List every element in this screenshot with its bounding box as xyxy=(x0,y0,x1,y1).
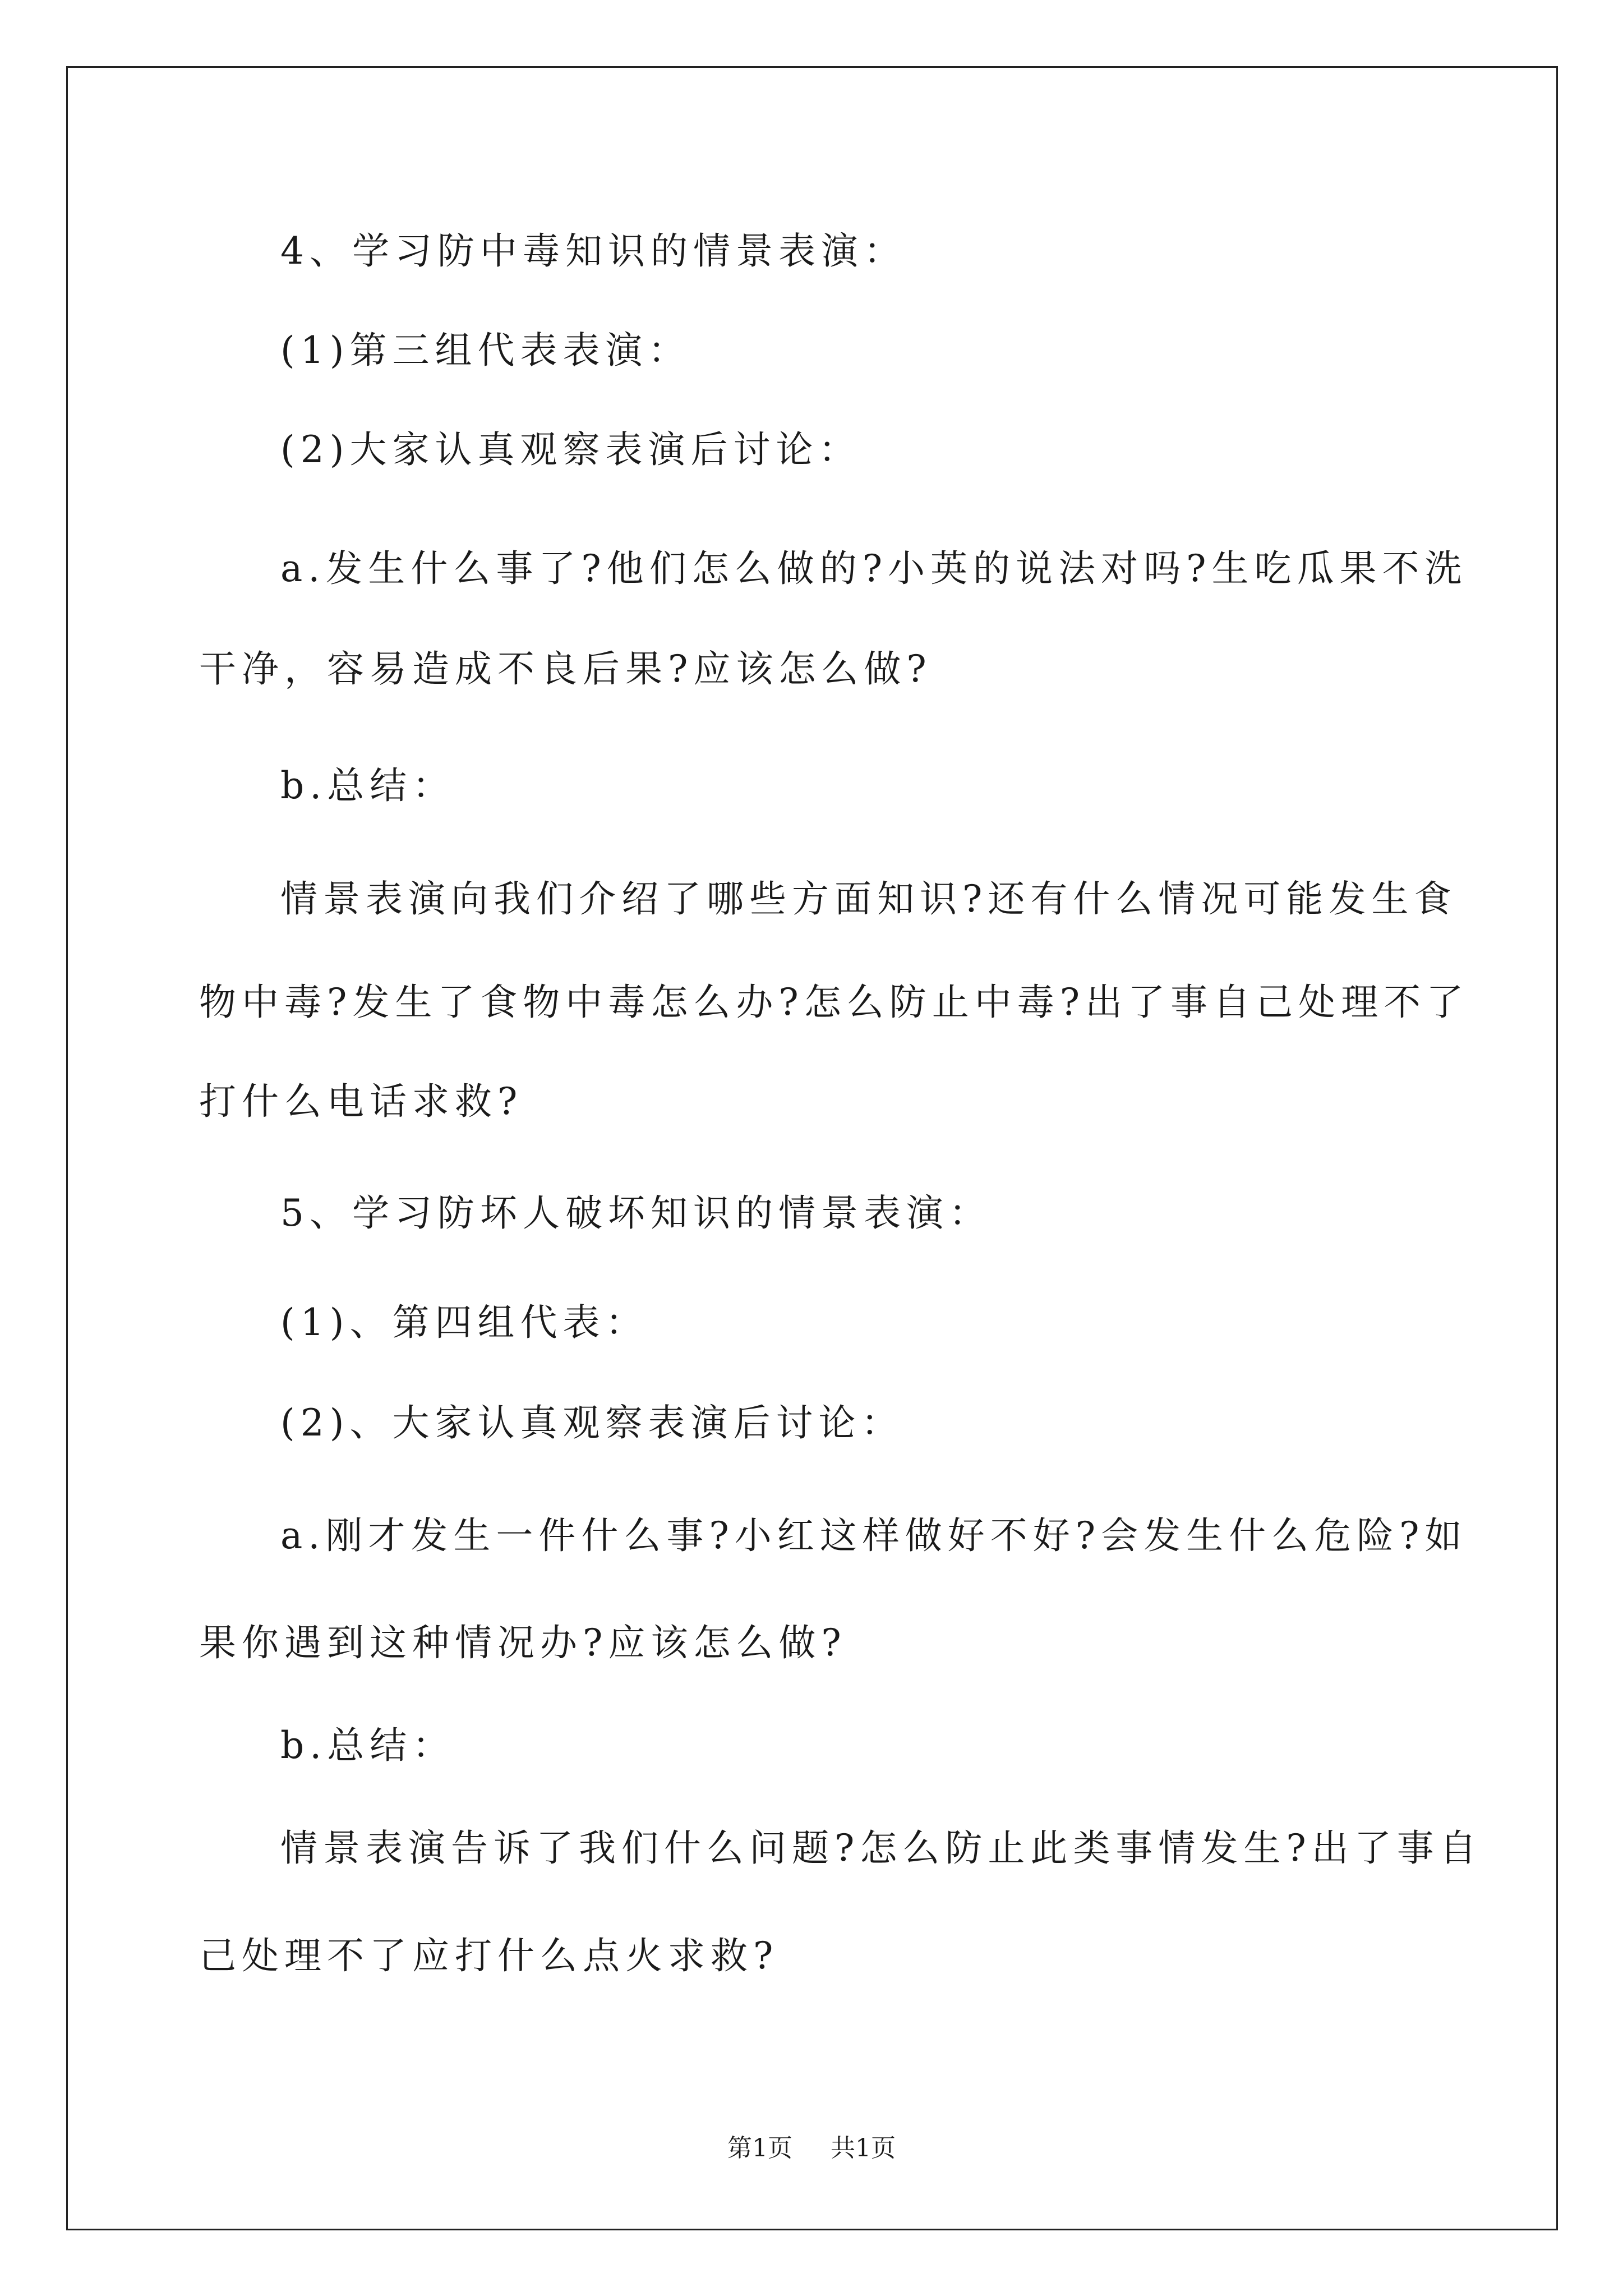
paragraph-line: 情景表演向我们介绍了哪些方面知识?还有什么情况可能发生食 xyxy=(280,877,1457,921)
page-number-total: 共1页 xyxy=(831,2134,896,2162)
section-heading-5: 5、学习防坏人破坏知识的情景表演： xyxy=(280,1191,992,1235)
page-footer xyxy=(0,2132,1623,2165)
page-number-current: 第1页 xyxy=(727,2134,792,2162)
paragraph-line: 己处理不了应打什么点火求救? xyxy=(199,1934,779,1977)
page-border xyxy=(66,66,1558,2230)
summary-label: b.总结： xyxy=(280,1724,455,1767)
list-item: (2)大家认真观察表演后讨论： xyxy=(280,428,861,471)
list-item: (1)、第四组代表： xyxy=(280,1301,648,1344)
paragraph-line: 情景表演告诉了我们什么问题?怎么防止此类事情发生?出了事自 xyxy=(280,1826,1482,1870)
summary-label: b.总结： xyxy=(280,764,455,807)
section-heading-4: 4、学习防中毒知识的情景表演： xyxy=(280,229,906,273)
paragraph-line: 干净，容易造成不良后果?应该怎么做? xyxy=(199,647,932,691)
paragraph-line: a.发生什么事了?他们怎么做的?小英的说法对吗?生吃瓜果不洗 xyxy=(280,547,1468,590)
paragraph-line: 果你遇到这种情况办?应该怎么做? xyxy=(199,1621,847,1664)
list-item: (1)第三组代表表演： xyxy=(280,329,691,372)
list-item: (2)、大家认真观察表演后讨论： xyxy=(280,1401,904,1444)
paragraph-line: a.刚才发生一件什么事?小红这样做好不好?会发生什么危险?如 xyxy=(280,1514,1468,1557)
paragraph-line: 打什么电话求救? xyxy=(199,1080,523,1123)
paragraph-line: 物中毒?发生了食物中毒怎么办?怎么防止中毒?出了事自己处理不了 xyxy=(199,981,1469,1024)
